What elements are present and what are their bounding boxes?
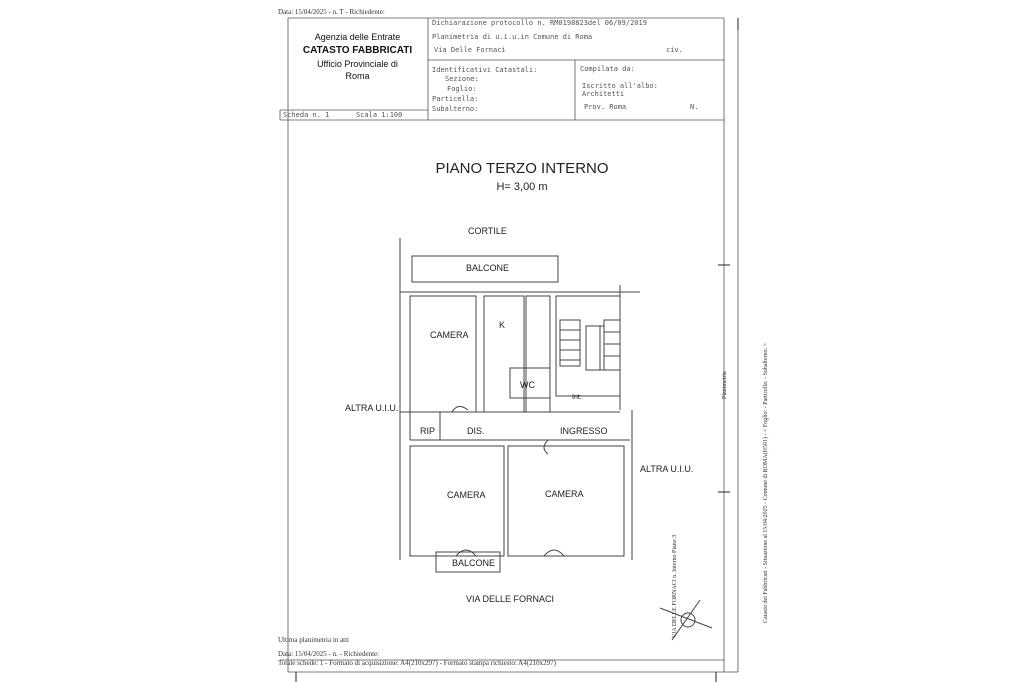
request-info: Data: 15/04/2025 - n. T - Richiedente: [278,8,385,16]
camera-label: CAMERA [430,330,469,340]
planimetria-comune: Planimetria di u.i.u.in Comune di Roma [432,33,593,41]
agency-name: Agenzia delle Entrate [314,32,401,42]
camera-label: CAMERA [447,490,486,500]
foglio-label: Foglio: [447,85,477,93]
footer-format: Totale schede: 1 - Formato di acquisizione: A4(210x297) - Formato stampa richiesto: A4(210x297) [278,659,556,667]
civico-label: civ. [666,46,683,54]
ceiling-height: H= 3,00 m [496,181,548,193]
side-address: VIA DELLE FORNACI n. Interno Piano 3 [672,534,678,638]
camera-label: CAMERA [545,489,584,499]
compilata-label: Compilata da: [580,65,635,73]
scheda-number: Scheda n. 1 [283,111,330,119]
altra-uiu-right: ALTRA U.I.U. [640,464,694,474]
sezione-label: Sezione: [445,75,479,83]
address-via: Via Delle Fornaci [434,46,506,54]
catasto-title: CATASTO FABBRICATI [302,45,413,56]
scale-label: Scala 1:100 [356,111,403,119]
office-city: Roma [345,71,370,81]
plan-title: PIANO TERZO INTERNO [435,160,609,177]
ripostiglio-label: RIP [420,426,436,436]
number-label: N. [690,103,699,111]
iscritto-label: Iscritto all'albo: [582,82,658,90]
albo-value: Architetti [582,90,625,98]
ultima-planimetria: Ultima planimetria in atti [278,636,349,644]
side-planimetria: Planimetria [722,371,728,399]
side-situation: Catasto dei Fabbricati - Situazione al 15/04/2025 - Comune di ROMA(H501) - < Foglio: - Particella: - Subalterno: > [763,342,769,623]
altra-uiu-left: ALTRA U.I.U. [345,403,399,413]
particella-label: Particella: [432,95,479,103]
ingresso-label: INGRESSO [560,426,608,436]
footer-request: Data: 15/04/2025 - n. - Richiedente: [278,650,380,658]
subalterno-label: Subalterno: [432,105,479,113]
balcone-bottom-label: BALCONE [452,558,496,568]
interno-label: Int. [572,394,582,401]
province-label: Prov. Roma [584,103,627,111]
street-label: VIA DELLE FORNACI [466,594,555,604]
kitchen-label: K [499,320,506,330]
cortile-label: CORTILE [468,226,507,236]
office-name: Ufficio Provinciale di [317,59,398,69]
balcone-top-label: BALCONE [466,263,510,273]
disimpegno-label: DIS. [467,426,485,436]
declaration-protocol: Dichiarazione protocollo n. RM0198823del 06/09/2019 [432,19,647,27]
wc-label: WC [520,380,535,390]
identificativi-label: Identificativi Catastali: [432,66,538,74]
